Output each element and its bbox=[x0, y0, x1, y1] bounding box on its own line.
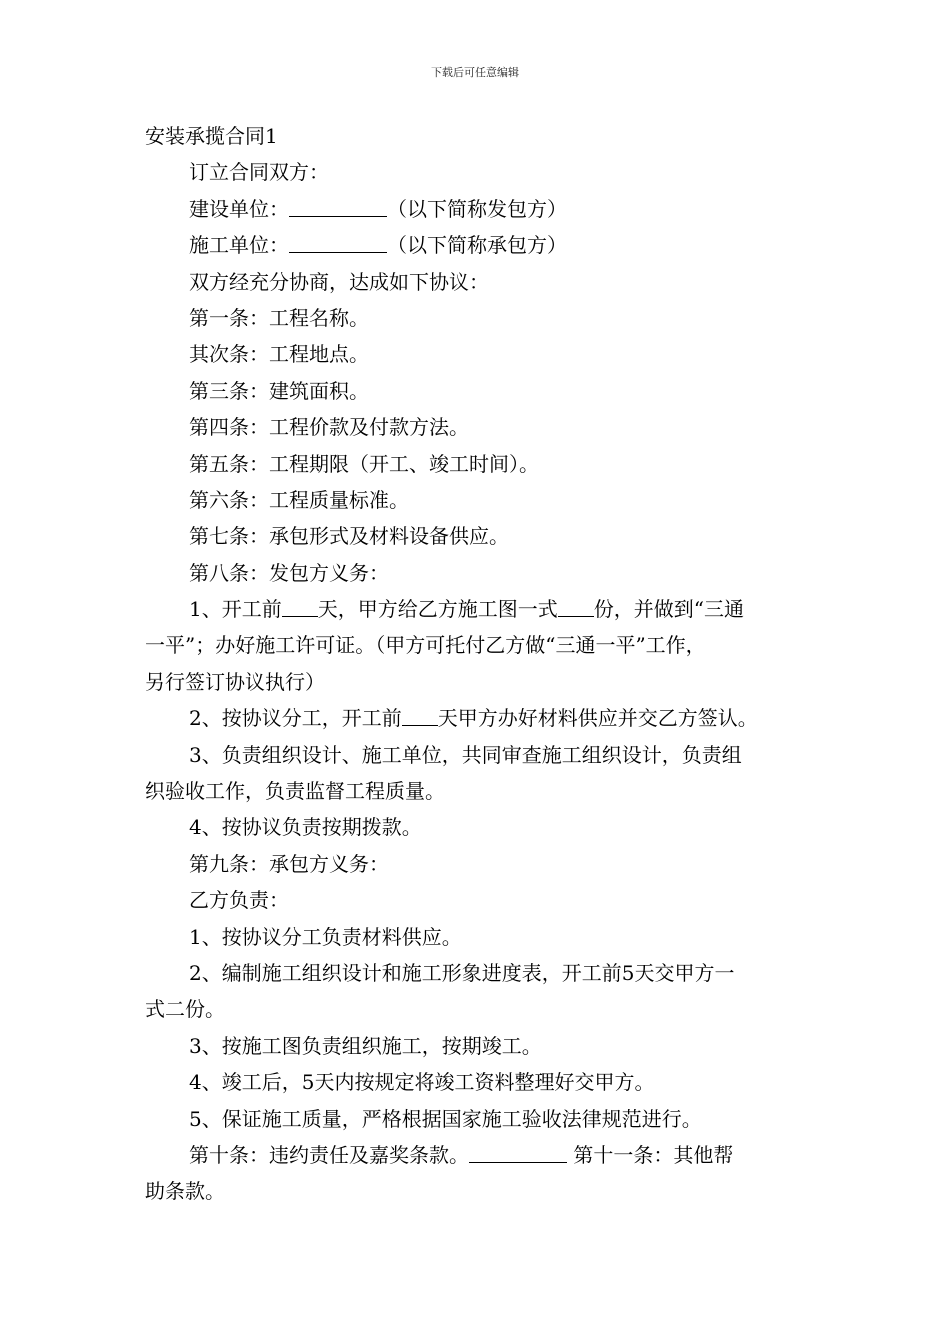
article-10-line-1 bbox=[145, 1137, 825, 1173]
header-note: 下载后可任意编辑 bbox=[431, 66, 519, 79]
builder-label: 建设单位： bbox=[189, 196, 289, 221]
article-9: 第九条：承包方义务： bbox=[189, 851, 389, 876]
contractor-suffix: （以下简称承包方） bbox=[387, 233, 567, 258]
contractor-blank bbox=[289, 230, 387, 253]
article-10-line-2: 助条款。 bbox=[145, 1179, 225, 1204]
article-5: 第五条：工程期限（开工、竣工时间）。 bbox=[189, 451, 539, 476]
article-8-item-3-line-2: 织验收工作，负责监督工程质量。 bbox=[145, 779, 445, 804]
article-7: 第七条：承包形式及材料设备供应。 bbox=[189, 524, 509, 549]
article-9-item-3: 3、按施工图负责组织施工，按期竣工。 bbox=[189, 1033, 542, 1058]
article-4: 第四条：工程价款及付款方法。 bbox=[189, 415, 469, 440]
copies-blank bbox=[558, 594, 594, 617]
days-blank bbox=[282, 594, 318, 617]
article-8-item-1-line-3: 另行签订协议执行） bbox=[145, 669, 325, 694]
agreement-intro: 双方经充分协商，达成如下协议： bbox=[189, 269, 489, 294]
article-9-item-4: 4、竣工后，5天内按规定将竣工资料整理好交甲方。 bbox=[189, 1070, 655, 1095]
item-text: 第十一条：其他帮 bbox=[573, 1142, 734, 1167]
article-1: 第一条：工程名称。 bbox=[189, 305, 369, 330]
article-8-item-2 bbox=[145, 700, 825, 736]
article-6: 第六条：工程质量标准。 bbox=[189, 487, 409, 512]
builder-suffix: （以下简称发包方） bbox=[387, 196, 567, 221]
penalty-blank bbox=[469, 1140, 567, 1163]
document-title: 安装承揽合同1 bbox=[145, 124, 278, 148]
article-9-item-2-line-2: 式二份。 bbox=[145, 997, 225, 1022]
article-8-item-4: 4、按协议负责按期拨款。 bbox=[189, 815, 422, 840]
item-text: 天，甲方给乙方施工图一式 bbox=[317, 597, 558, 622]
builder-blank bbox=[289, 194, 387, 217]
contractor-line bbox=[145, 227, 825, 263]
article-8-item-1-line-1 bbox=[145, 591, 825, 627]
days-blank bbox=[402, 703, 438, 726]
article-8-item-3-line-1: 3、负责组织设计、施工单位，共同审查施工组织设计，负责组 bbox=[189, 742, 742, 767]
article-2: 其次条：工程地点。 bbox=[189, 342, 369, 367]
article-9-item-2-line-1: 2、编制施工组织设计和施工形象进度表，开工前5天交甲方一 bbox=[189, 960, 735, 985]
article-3: 第三条：建筑面积。 bbox=[189, 378, 369, 403]
party-b-intro: 乙方负责： bbox=[189, 888, 289, 913]
article-9-item-5: 5、保证施工质量，严格根据国家施工验收法律规范进行。 bbox=[189, 1106, 702, 1131]
item-text: 份，并做到“三通 bbox=[593, 597, 744, 622]
article-8-item-1-line-2: 一平”；办好施工许可证。（甲方可托付乙方做“三通一平”工作， bbox=[145, 633, 706, 658]
item-text: 第十条：违约责任及嘉奖条款。 bbox=[189, 1142, 469, 1167]
item-text: 天甲方办好材料供应并交乙方签认。 bbox=[437, 706, 758, 731]
item-text: 1、开工前 bbox=[189, 597, 282, 622]
contractor-label: 施工单位： bbox=[189, 233, 289, 258]
parties-intro: 订立合同双方： bbox=[189, 160, 329, 185]
document-body bbox=[145, 118, 825, 1210]
article-8: 第八条：发包方义务： bbox=[189, 560, 389, 585]
item-text: 2、按协议分工，开工前 bbox=[189, 706, 402, 731]
builder-line bbox=[145, 191, 825, 227]
article-9-item-1: 1、按协议分工负责材料供应。 bbox=[189, 924, 462, 949]
